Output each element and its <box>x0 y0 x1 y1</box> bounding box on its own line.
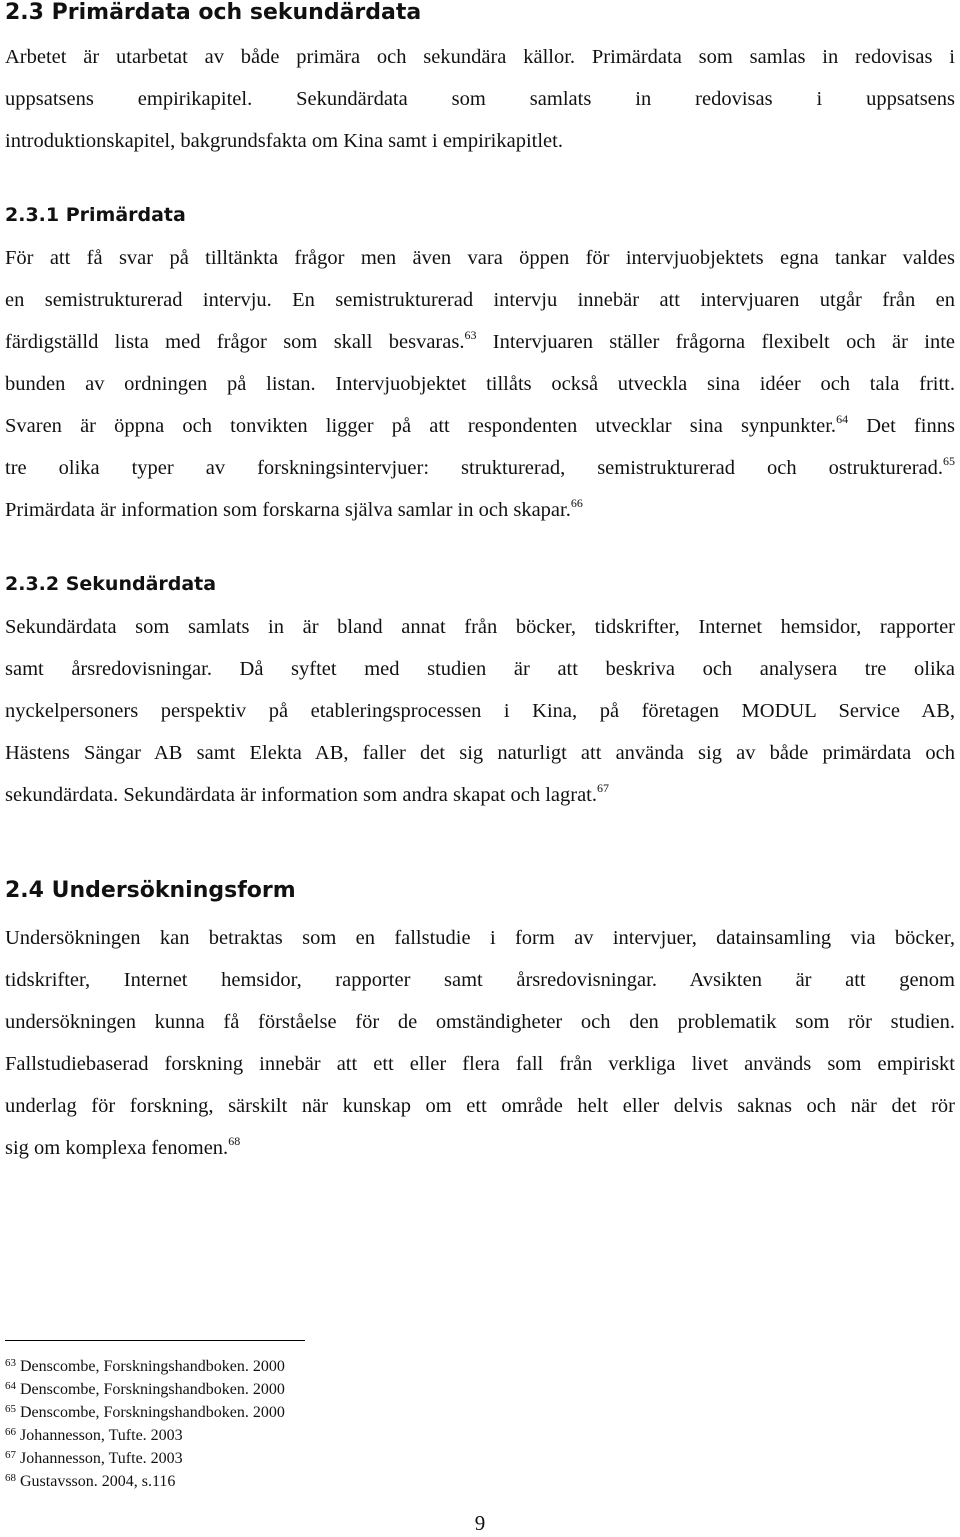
paragraph-line <box>5 1127 955 1169</box>
paragraph-line: introduktionskapitel, bakgrundsfakta om Kina samt i empirikapitlet. <box>5 130 563 152</box>
footnote-number: 66 <box>5 1426 16 1438</box>
section-heading-2-3: 2.3 Primärdata och sekundärdata <box>5 0 422 25</box>
paragraph-line <box>5 489 955 531</box>
footnote-text: Denscombe, Forskningshandboken. 2000 <box>20 1381 285 1398</box>
paragraph-line: Fallstudiebaserad forskning innebär att ett eller flera fall från verkliga livet används som empiriskt <box>5 1053 955 1075</box>
footnote-item <box>5 1401 285 1424</box>
footnotes-list <box>5 1355 285 1493</box>
paragraph-line: en semistrukturerad intervju. En semistrukturerad intervju innebär att intervjuaren utgår från en <box>5 289 955 311</box>
paragraph-line <box>5 774 955 816</box>
footnote-text: Johannesson, Tufte. 2003 <box>20 1450 183 1467</box>
footnote-item <box>5 1447 285 1470</box>
footnote-text: Denscombe, Forskningshandboken. 2000 <box>20 1358 285 1375</box>
paragraph-line: tidskrifter, Internet hemsidor, rapporter samt årsredovisningar. Avsikten är att genom <box>5 969 955 991</box>
paragraph-line <box>5 321 955 363</box>
footnote-ref-65: 65 <box>943 454 955 468</box>
footnote-item <box>5 1355 285 1378</box>
paragraph-line: underlag för forskning, särskilt när kunskap om ett område helt eller delvis saknas och när det rör <box>5 1095 955 1117</box>
footnote-text: Johannesson, Tufte. 2003 <box>20 1427 183 1444</box>
footnote-text: Gustavsson. 2004, s.116 <box>20 1473 176 1490</box>
footnote-item <box>5 1470 285 1493</box>
page-number: 9 <box>474 1511 486 1535</box>
paragraph-line: Arbetet är utarbetat av både primära och sekundära källor. Primärdata som samlas in redovisas i <box>5 46 955 68</box>
footnote-number: 63 <box>5 1357 16 1369</box>
line-text: Svaren är öppna och tonvikten ligger på att respondenten utvecklar sina synpunkter. <box>5 415 837 437</box>
paragraph-line <box>5 405 955 447</box>
footnote-ref-68: 68 <box>228 1134 241 1148</box>
footnote-item <box>5 1378 285 1401</box>
section-heading-2-4: 2.4 Undersökningsform <box>5 878 296 903</box>
section-heading-2-3-1: 2.3.1 Primärdata <box>5 204 186 226</box>
section-2-4-paragraph <box>5 917 955 1169</box>
paragraph-line: nyckelpersoners perspektiv på etableringsprocessen i Kina, på företagen MODUL Service AB, <box>5 700 955 722</box>
paragraph-line: samt årsredovisningar. Då syftet med studien är att beskriva och analysera tre olika <box>5 658 955 680</box>
paragraph-line: Undersökningen kan betraktas som en fallstudie i form av intervjuer, datainsamling via böcker, <box>5 927 955 949</box>
section-heading-2-3-2: 2.3.2 Sekundärdata <box>5 573 217 595</box>
section-2-3-paragraph <box>5 36 955 162</box>
line-text: färdigställd lista med frågor som skall besvaras. <box>5 331 465 353</box>
line-text: tre olika typer av forskningsintervjuer: strukturerad, semistrukturerad och ostrukturerad. <box>5 457 943 479</box>
line-text: Intervjuaren ställer frågorna flexibelt och är inte <box>476 331 955 353</box>
footnote-ref-64: 64 <box>836 412 849 426</box>
footnote-number: 64 <box>5 1380 16 1392</box>
line-text: sig om komplexa fenomen. <box>5 1137 229 1159</box>
footnote-ref-67: 67 <box>597 781 610 795</box>
footnote-item <box>5 1424 285 1447</box>
document-page <box>5 0 955 1537</box>
paragraph-line: bunden av ordningen på listan. Intervjuobjektet tillåts också utveckla sina idéer och tala fritt. <box>5 373 955 395</box>
footnote-number: 68 <box>5 1472 16 1484</box>
footnote-number: 67 <box>5 1449 16 1461</box>
footnote-text: Denscombe, Forskningshandboken. 2000 <box>20 1404 285 1421</box>
line-text: Det finns <box>848 415 955 437</box>
section-2-3-2-paragraph <box>5 606 955 816</box>
section-2-3-1-paragraph <box>5 237 955 531</box>
paragraph-line: För att få svar på tilltänkta frågor men även vara öppen för intervjuobjektets egna tankar valdes <box>5 247 955 269</box>
paragraph-line: undersökningen kunna få förståelse för de omständigheter och den problematik som rör studien. <box>5 1011 955 1033</box>
line-text: Primärdata är information som forskarna själva samlar in och skapar. <box>5 499 571 521</box>
footnote-divider <box>5 1340 305 1341</box>
paragraph-line: Sekundärdata som samlats in är bland annat från böcker, tidskrifter, Internet hemsidor, rapporter <box>5 616 955 638</box>
paragraph-line <box>5 447 955 489</box>
paragraph-line: Hästens Sängar AB samt Elekta AB, faller det sig naturligt att använda sig av både primärdata och <box>5 742 955 764</box>
paragraph-line: uppsatsens empirikapitel. Sekundärdata som samlats in redovisas i uppsatsens <box>5 88 955 110</box>
footnote-ref-66: 66 <box>570 496 583 510</box>
line-text: sekundärdata. Sekundärdata är information som andra skapat och lagrat. <box>5 784 598 806</box>
footnote-number: 65 <box>5 1403 16 1415</box>
footnote-ref-63: 63 <box>464 328 477 342</box>
